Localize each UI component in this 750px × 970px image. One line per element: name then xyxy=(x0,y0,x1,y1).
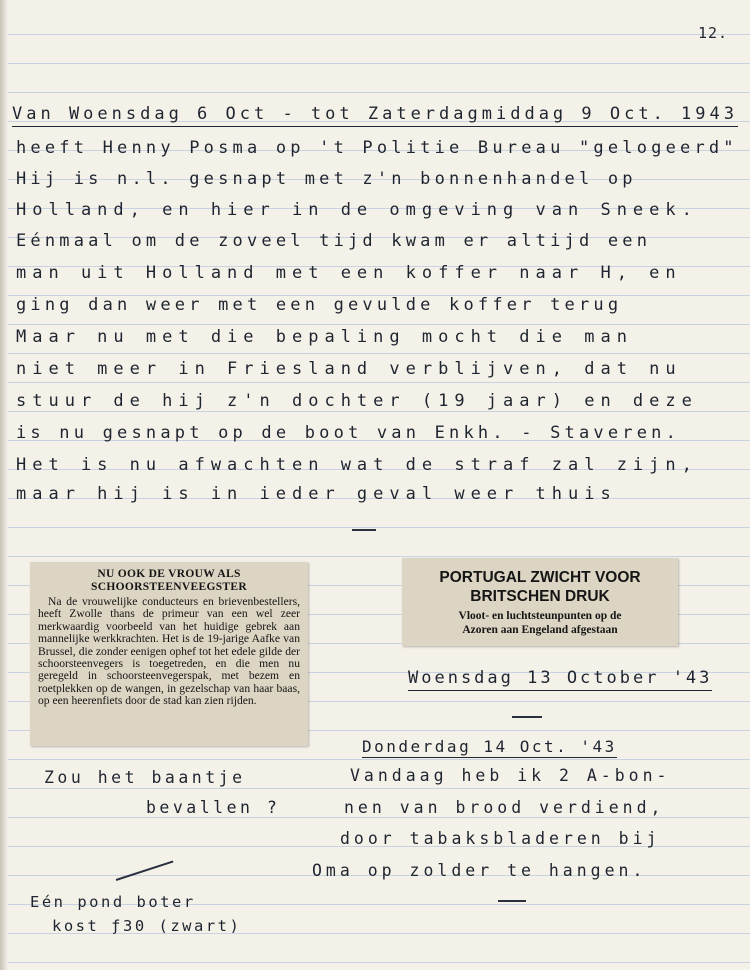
entry-1-line: Maar nu met die bepaling mocht die man xyxy=(16,327,633,347)
entry-3-line: nen van brood verdiend, xyxy=(344,798,665,817)
entry-3-heading: Donderdag 14 Oct. '43 xyxy=(362,737,617,756)
page-number: 12. xyxy=(698,24,729,42)
entry-3-line: door tabaksbladeren bij xyxy=(340,829,661,848)
section-divider xyxy=(352,529,376,531)
section-divider xyxy=(498,900,526,902)
entry-1-heading: Van Woensdag 6 Oct - tot Zaterdagmiddag 9 Oct. 1943 xyxy=(12,104,738,127)
hand-drawn-stroke xyxy=(116,860,174,880)
clipping-2-title xyxy=(402,568,678,606)
clipping-2-subtitle-line: Azoren aan Engeland afgestaan xyxy=(462,624,618,636)
clipping-1-body: Na de vrouwelijke conducteurs en brievenbestellers, heeft Zwolle thans de primeur van een wel zeer merkwaardig voorbeeld van het huidige gebrek aan mannelijke werkkrachten. Het is de 19-jarige Aafke van Brussel, die zonder eenigen ophef tot het edele gilde der schoorsteenvegers is toegetreden, en die men nu geregeld in schoorsteenvegerspak, met bezem en roetplekken op de wangen, in gezelschap van haar baas, op een heerenfiets door de stad kan zien rijden. xyxy=(38,595,300,708)
page-binding-shadow xyxy=(0,0,8,970)
clipping-2-title-line: PORTUGAL ZWICHT VOOR xyxy=(439,569,641,586)
entry-1-line: maar hij is in ieder geval weer thuis xyxy=(16,484,617,504)
newspaper-clipping-chimney-sweep xyxy=(30,562,308,746)
entry-3-line: Vandaag heb ik 2 A-bon- xyxy=(350,766,671,785)
newspaper-clipping-portugal xyxy=(402,558,678,646)
clipping-1-title-line: NU OOK DE VROUW ALS xyxy=(97,568,241,580)
entry-2-heading: Woensdag 13 October '43 xyxy=(408,668,712,691)
entry-1-line: is nu gesnapt op de boot van Enkh. - Staveren. xyxy=(16,423,681,443)
entry-1-line: ging dan weer met een gevulde koffer terug xyxy=(16,295,623,315)
price-note-line: Eén pond boter xyxy=(30,893,196,911)
clipping-2-title-line: BRITSCHEN DRUK xyxy=(470,588,610,605)
clipping-2-subtitle-line: Vloot- en luchtsteunpunten op de xyxy=(458,610,622,622)
comment-line: Zou het baantje xyxy=(44,768,246,787)
entry-1-line: Holland, en hier in de omgeving van Sneek. xyxy=(16,200,698,220)
entry-1-line: niet meer in Friesland verblijven, dat nu xyxy=(16,359,682,379)
entry-1-line: Eénmaal om de zoveel tijd kwam er altijd een xyxy=(16,231,652,251)
entry-1-line: man uit Holland met een koffer naar H, en xyxy=(16,263,682,283)
comment-line: bevallen ? xyxy=(146,798,281,817)
clipping-1-title xyxy=(30,568,308,594)
entry-1-line: heeft Henny Posma op 't Politie Bureau "gelogeerd" xyxy=(16,138,738,158)
entry-1-line: stuur de hij z'n dochter (19 jaar) en deze xyxy=(16,391,698,411)
entry-1-line: Het is nu afwachten wat de straf zal zijn, xyxy=(16,455,698,475)
entry-1-line: Hij is n.l. gesnapt met z'n bonnenhandel op xyxy=(16,169,637,189)
clipping-1-title-line: SCHOORSTEENVEEGSTER xyxy=(91,581,247,593)
price-note-line: kost ƒ30 (zwart) xyxy=(52,917,242,935)
section-divider xyxy=(512,716,542,718)
clipping-2-subtitle xyxy=(402,609,678,637)
entry-3-line: Oma op zolder te hangen. xyxy=(312,861,647,880)
